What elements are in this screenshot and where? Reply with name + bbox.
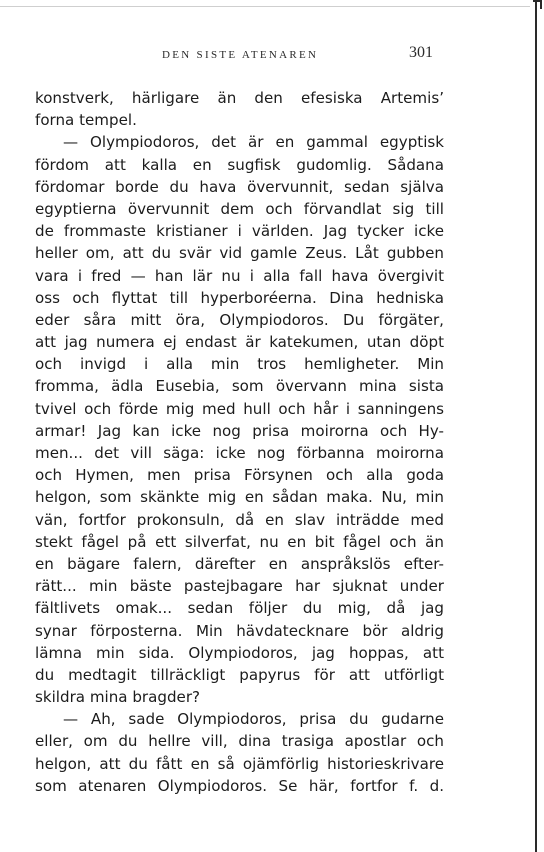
text-line: vara i fred — han lär nu i alla fall hava övergivit: [35, 266, 444, 285]
text-line: en bägare falern, därefter en anspråkslös efter-: [35, 554, 444, 573]
text-line: och invigd i alla min tros hemligheter. Min: [35, 355, 444, 374]
text-line: de frommaste kristianer i världen. Jag tycker icke: [35, 222, 444, 241]
text-line: konstverk, härligare än den efesiska Artemis’: [35, 89, 444, 107]
text-line: fältlivets omak... sedan följer du mig, då jag: [35, 599, 444, 618]
text-line: synar förposterna. Min hävdatecknare bör aldrig: [35, 621, 444, 640]
text-line: men... det vill säga: icke nog förbanna moirorna: [35, 444, 444, 462]
text-line: eller, om du hellre vill, dina trasiga apostlar och: [35, 732, 444, 751]
text-line: helgon, att du fått en så ojämförlig historieskrivare: [35, 754, 444, 773]
text-line: helgon, som skänkte mig en sådan maka. Nu, min: [35, 488, 444, 507]
page-corner-mark: [533, 0, 542, 9]
text-line: eder såra mitt öra, Olympiodoros. Du förgäter,: [35, 310, 444, 329]
text-line: rätt... min bäste pastejbagare har sjuknat under: [35, 577, 444, 596]
page-number: 301: [409, 44, 433, 61]
text-line: armar! Jag kan icke nog prisa moirorna och Hy-: [35, 421, 444, 440]
text-line: tvivel och förde mig med hull och hår i sanningens: [35, 399, 444, 418]
text-line: skildra mina bragder?: [35, 688, 201, 707]
running-title: DEN SISTE ATENAREN: [162, 49, 319, 61]
text-line: heller om, att du svär vid gamle Zeus. Låt gubben: [35, 244, 444, 263]
text-line: vän, fortfor prokonsuln, då en slav inträdde med: [35, 510, 444, 529]
text-line: — Olympiodoros, det är en gammal egyptisk: [63, 133, 444, 152]
text-line: egyptierna övervunnit dem och förvandlat sig till: [35, 199, 444, 218]
text-line: fördomar borde du hava övervunnit, sedan själva: [35, 177, 444, 196]
text-line: stekt fågel på ett silverfat, nu en bit fågel och än: [35, 532, 444, 551]
text-line: oss och flyttat till hyperboréerna. Dina hedniska: [35, 288, 444, 307]
body-text: [35, 87, 444, 797]
text-line: som atenaren Olympiodoros. Se här, fortfor f. d.: [35, 776, 444, 795]
top-rule: [0, 6, 530, 7]
text-line: och Hymen, men prisa Försynen och alla goda: [35, 466, 444, 485]
page-edge-line: [535, 0, 537, 852]
text-line: du medtagit tillräckligt papyrus för att utförligt: [35, 665, 444, 684]
text-line: att jag numera ej endast är katekumen, utan döpt: [35, 333, 444, 352]
text-line: lämna min sida. Olympiodoros, jag hoppas, att: [35, 643, 444, 662]
text-line: forna tempel.: [35, 111, 137, 130]
running-head: [0, 44, 544, 64]
text-line: — Ah, sade Olympiodoros, prisa du gudarne: [63, 710, 444, 729]
text-line: fördom att kalla en sugfisk gudomlig. Sådana: [35, 155, 444, 174]
text-line: fromma, ädla Eusebia, som övervann mina sista: [35, 377, 444, 396]
